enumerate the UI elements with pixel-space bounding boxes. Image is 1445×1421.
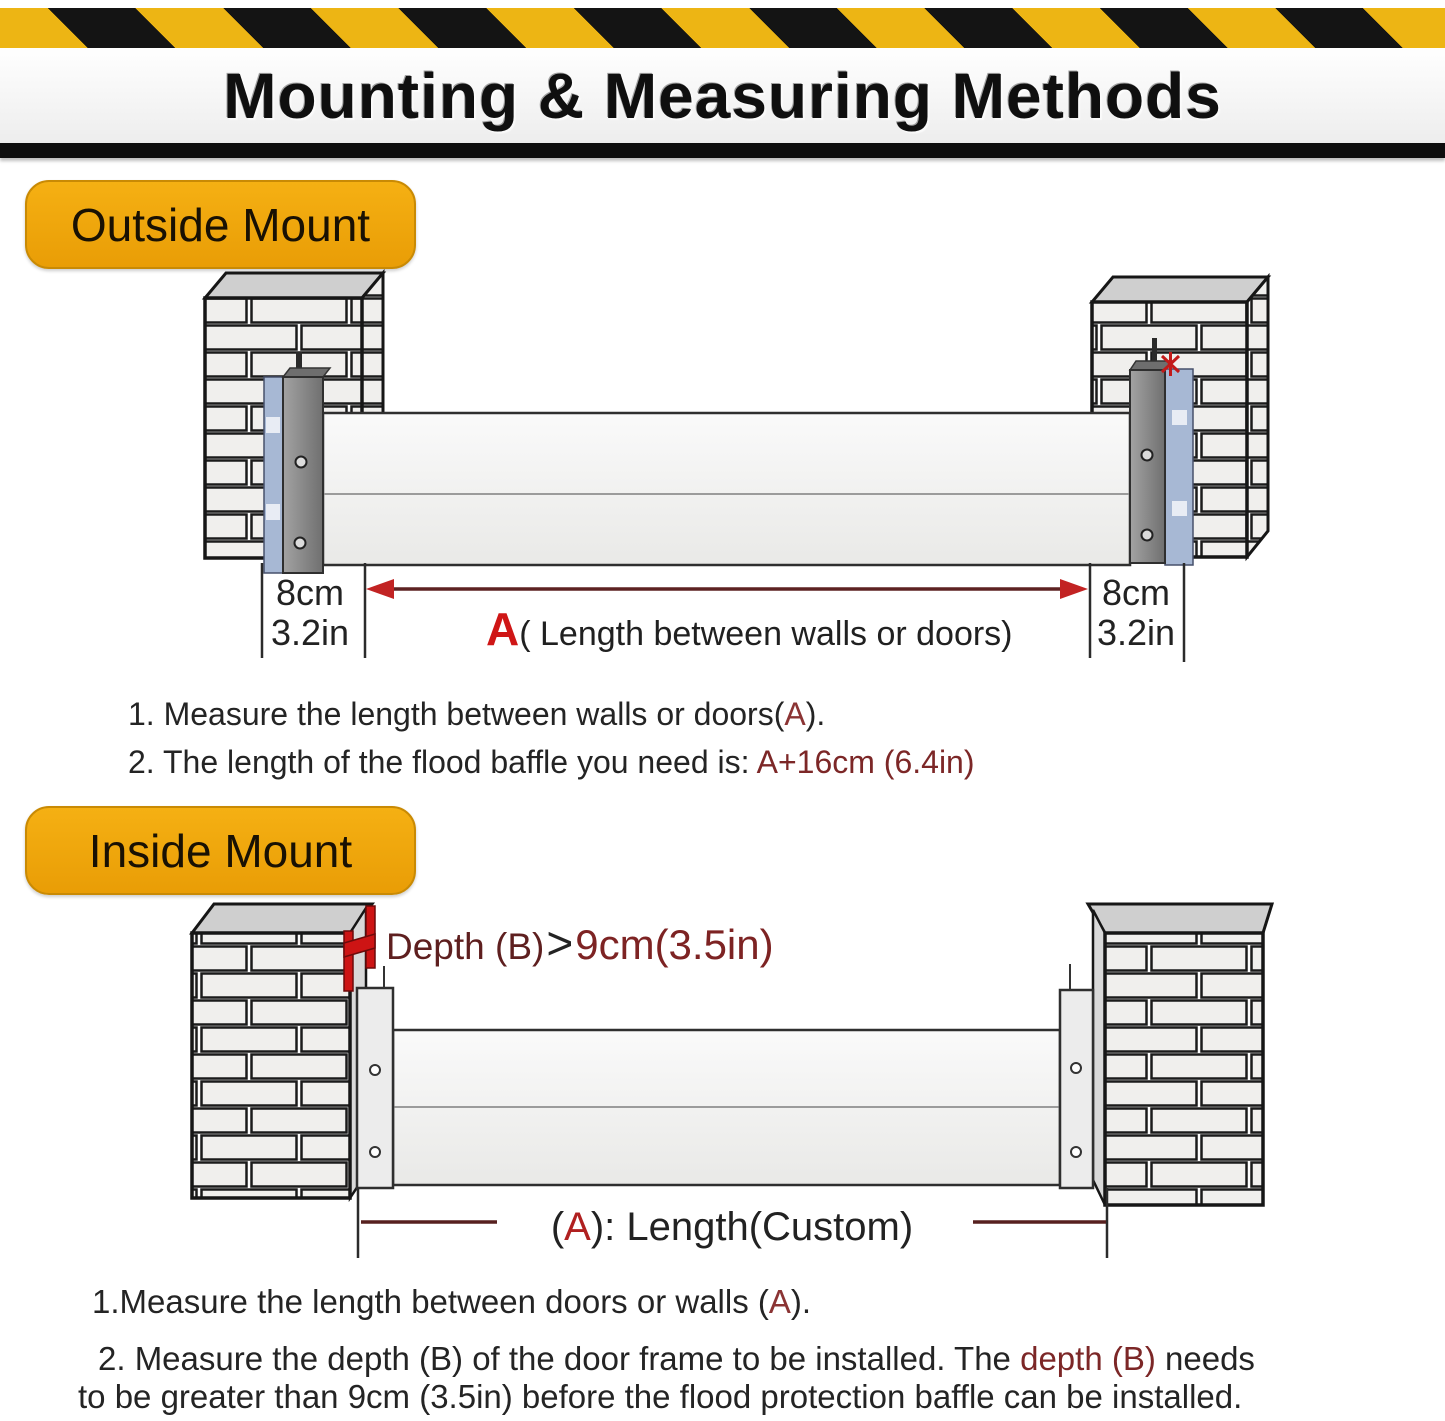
outside-left-dimension bbox=[258, 573, 362, 653]
greater-than-symbol: > bbox=[546, 917, 574, 969]
length-arrow bbox=[366, 579, 1088, 599]
title-underline-bar bbox=[0, 143, 1445, 158]
mounting-channel-left bbox=[357, 966, 393, 1188]
page-title: Mounting & Measuring Methods bbox=[223, 59, 1222, 132]
dimension-letter-a: A bbox=[486, 603, 520, 655]
label-letter-a: A bbox=[564, 1205, 591, 1249]
dim-cm-value: 8cm bbox=[1101, 572, 1170, 613]
step-text: 2. The length of the flood baffle you need is: bbox=[128, 744, 757, 780]
outside-step-2 bbox=[128, 744, 975, 781]
step-text: 1.Measure the length between doors or walls ( bbox=[92, 1283, 769, 1320]
flood-barrier-panel bbox=[393, 1030, 1060, 1185]
dimension-caption: ( Length between walls or doors) bbox=[519, 615, 1013, 653]
custom-length-label bbox=[502, 1205, 962, 1250]
flood-barrier-panel bbox=[323, 413, 1130, 565]
step-text: 2. Measure the depth (B) of the door frame to be installed. The bbox=[98, 1340, 1021, 1377]
step-text: ). bbox=[805, 696, 826, 732]
seal-strip-left bbox=[264, 377, 283, 573]
step-text: 1. Measure the length between walls or doors( bbox=[128, 696, 785, 732]
step-letter-a: A bbox=[784, 696, 806, 732]
step-letter-a: A bbox=[768, 1283, 791, 1320]
outside-step-1 bbox=[128, 696, 825, 733]
depth-b-highlight: depth (B) bbox=[1020, 1340, 1156, 1377]
inside-step-2-line-1 bbox=[98, 1340, 1255, 1378]
depth-label-text: Depth (B) bbox=[386, 926, 545, 967]
length-a-caption bbox=[486, 602, 1013, 656]
dim-inch-value: 3.2in bbox=[1096, 612, 1176, 653]
outside-right-dimension bbox=[1088, 573, 1184, 653]
inside-step-1 bbox=[92, 1283, 811, 1321]
hazard-stripe-banner bbox=[0, 8, 1445, 50]
inside-mount-label: Inside Mount bbox=[25, 806, 416, 895]
depth-value: 9cm(3.5in) bbox=[575, 921, 774, 968]
mounting-channel-right bbox=[1130, 338, 1171, 563]
dim-cm-value: 8cm bbox=[275, 572, 344, 613]
label-text: ( bbox=[550, 1205, 565, 1249]
inside-right-brick-pillar bbox=[1088, 904, 1272, 1205]
mounting-channel-left bbox=[283, 352, 330, 573]
depth-requirement-label bbox=[386, 916, 774, 970]
mounting-channel-right bbox=[1060, 964, 1093, 1188]
label-text: ): Length(Custom) bbox=[590, 1205, 914, 1249]
step-text: ). bbox=[790, 1283, 812, 1320]
outside-mount-label: Outside Mount bbox=[25, 180, 416, 269]
step-text: needs bbox=[1155, 1340, 1255, 1377]
seal-strip-right bbox=[1165, 369, 1193, 565]
required-length-value: A+16cm (6.4in) bbox=[756, 744, 975, 780]
inside-step-2-line-2: to be greater than 9cm (3.5in) before the flood protection baffle can be installed. bbox=[78, 1378, 1243, 1415]
dim-inch-value: 3.2in bbox=[270, 612, 350, 653]
title-band bbox=[0, 48, 1445, 143]
